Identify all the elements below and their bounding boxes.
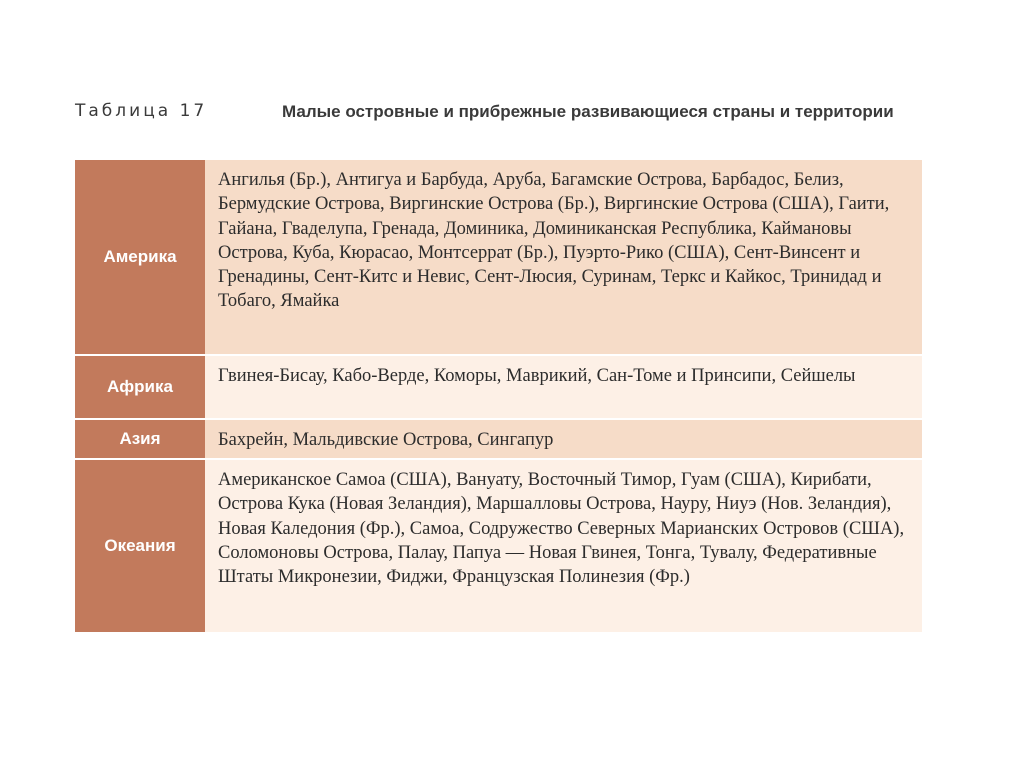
countries-cell: Бахрейн, Мальдивские Острова, Сингапур bbox=[205, 420, 922, 460]
region-cell: Океания bbox=[75, 460, 205, 632]
table-number: Таблица 17 bbox=[75, 101, 208, 121]
table-title: Малые островные и прибрежные развивающиеся страны и территории bbox=[282, 102, 894, 121]
table-row-asia bbox=[75, 420, 922, 460]
table-row-america bbox=[75, 160, 922, 356]
countries-cell: Гвинея-Бисау, Кабо-Верде, Коморы, Маврикий, Сан-Томе и Принсипи, Сейшелы bbox=[205, 356, 922, 420]
region-cell: Африка bbox=[75, 356, 205, 420]
countries-table bbox=[75, 160, 922, 632]
region-cell: Азия bbox=[75, 420, 205, 460]
countries-cell: Ангилья (Бр.), Антигуа и Барбуда, Аруба, Багамские Острова, Барбадос, Белиз, Бермудские Острова, Виргинские Острова (Бр.), Виргинские Острова (США), Гаити, Гайана, Гваделупа, Гренада, Доминика, Доминиканская Республика, Каймановы Острова, Куба, Кюрасао, Монтсеррат (Бр.), Пуэрто-Рико (США), Сент-Винсент и Гренадины, Сент-Китс и Невис, Сент-Люсия, Суринам, Теркс и Кайкос, Тринидад и Тобаго, Ямайка bbox=[205, 160, 922, 356]
countries-cell: Американское Самоа (США), Вануату, Восточный Тимор, Гуам (США), Кирибати, Острова Кука (Новая Зеландия), Маршалловы Острова, Науру, Ниуэ (Нов. Зеландия), Новая Каледония (Фр.), Самоа, Содружество Северных Марианских Островов (США), Соломоновы Острова, Палау, Папуа — Новая Гвинея, Тонга, Тувалу, Федеративные Штаты Микронезии, Фиджи, Французская Полинезия (Фр.) bbox=[205, 460, 922, 632]
region-cell: Америка bbox=[75, 160, 205, 356]
table-row-oceania bbox=[75, 460, 922, 632]
table-row-africa bbox=[75, 356, 922, 420]
